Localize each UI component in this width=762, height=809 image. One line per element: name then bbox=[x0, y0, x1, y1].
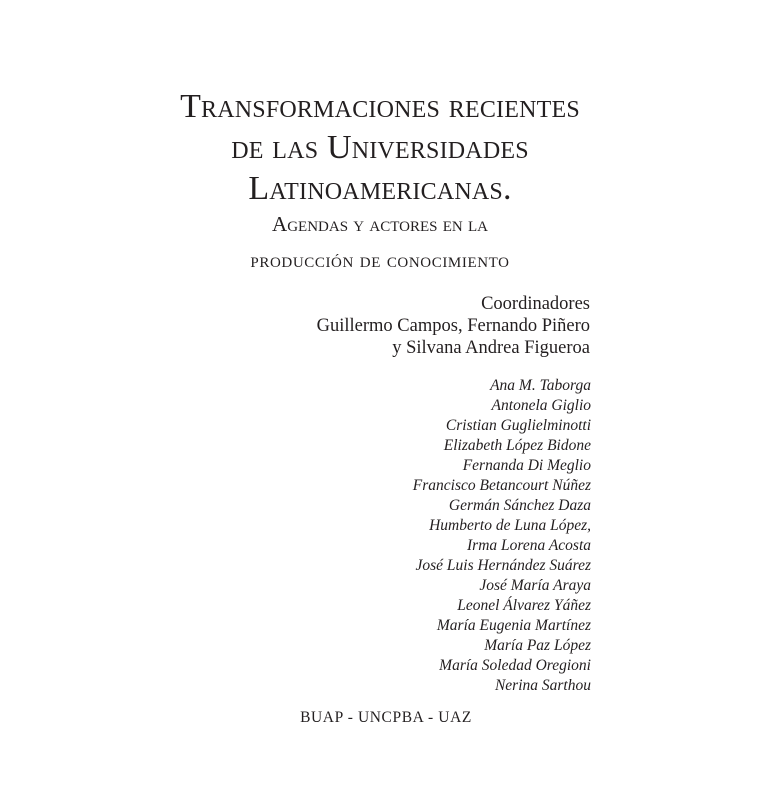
subtitle-line-1: Agendas y actores en la bbox=[272, 212, 488, 236]
author-name: Antonela Giglio bbox=[491, 397, 591, 414]
author-name: María Paz López bbox=[484, 637, 591, 654]
author-name: María Eugenia Martínez bbox=[436, 617, 591, 634]
subtitle-line-2: producción de conocimiento bbox=[250, 248, 510, 272]
publishers-line: BUAP - UNCPBA - UAZ bbox=[300, 709, 472, 726]
title-line-1: Transformaciones recientes bbox=[180, 88, 580, 125]
author-name: Humberto de Luna López, bbox=[429, 517, 591, 534]
author-name: María Soledad Oregioni bbox=[439, 657, 591, 674]
author-name: José María Araya bbox=[479, 577, 591, 594]
author-name: Ana M. Taborga bbox=[490, 377, 591, 394]
coordinators-names-line-1: Guillermo Campos, Fernando Piñero bbox=[316, 316, 590, 336]
author-name: Cristian Guglielminotti bbox=[445, 417, 591, 434]
author-name: Fernanda Di Meglio bbox=[462, 457, 591, 474]
author-name: Irma Lorena Acosta bbox=[467, 537, 591, 554]
author-name: Francisco Betancourt Núñez bbox=[412, 477, 591, 494]
title-line-2: de las Universidades bbox=[231, 129, 529, 166]
authors-list bbox=[413, 376, 591, 696]
author-name: Leonel Álvarez Yáñez bbox=[457, 597, 591, 614]
title-line-3: Latinoamericanas. bbox=[248, 170, 512, 207]
author-name: Germán Sánchez Daza bbox=[448, 497, 591, 514]
coordinators-label: Coordinadores bbox=[481, 294, 590, 314]
coordinators-names-line-2: y Silvana Andrea Figueroa bbox=[392, 338, 590, 358]
author-name: Nerina Sarthou bbox=[494, 677, 591, 694]
coordinators-block bbox=[317, 293, 590, 359]
author-name: José Luis Hernández Suárez bbox=[415, 557, 591, 574]
book-title-block bbox=[180, 86, 580, 273]
author-name: Elizabeth López Bidone bbox=[443, 437, 591, 454]
